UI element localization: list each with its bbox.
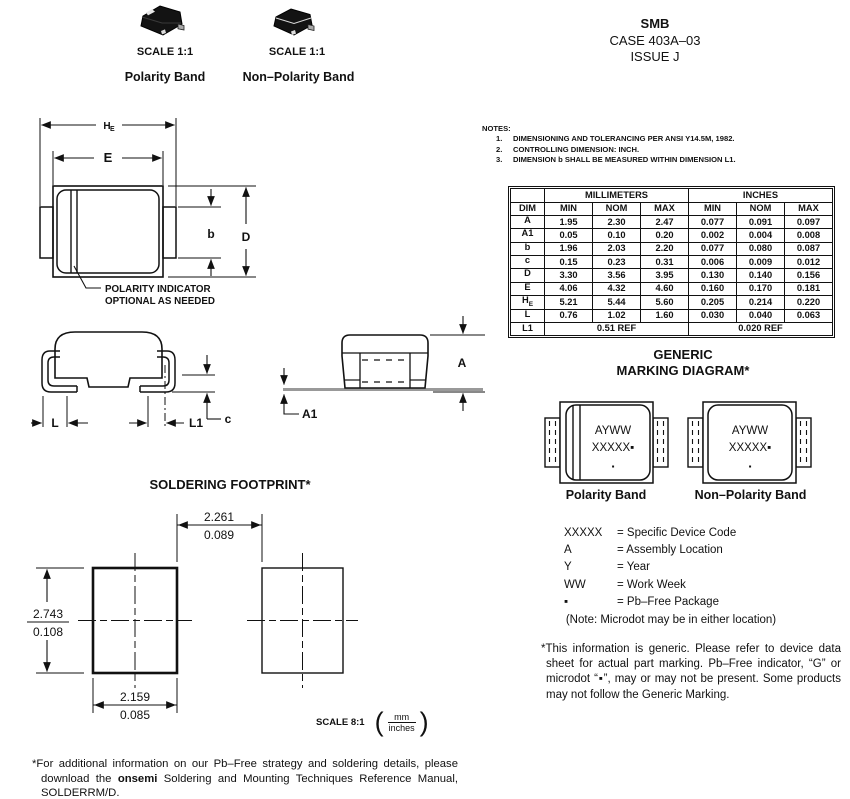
table-row: $H_E$ 5.21 5.44 5.60 0.205 0.214 0.220 bbox=[511, 296, 833, 309]
dim-label-e: E bbox=[103, 150, 113, 165]
table-row-ref: L1 0.51 REF 0.020 REF bbox=[511, 322, 833, 335]
gap-dim-mm: 2.261 bbox=[203, 510, 235, 524]
case-number: CASE 403A–03 bbox=[609, 32, 701, 48]
pkg2-right-lead bbox=[796, 418, 811, 467]
top-view-drawing bbox=[30, 108, 300, 320]
package-photo-polarity bbox=[137, 4, 187, 37]
case-name: SMB bbox=[640, 16, 670, 31]
pkg1-marking-line2: XXXXX▪ bbox=[591, 442, 635, 454]
left-lead-tab bbox=[40, 207, 53, 258]
scale-8-1-label: SCALE 8:1 bbox=[316, 717, 365, 728]
height-dim-in: 0.108 bbox=[32, 625, 64, 639]
pkg2-marking-line1: AYWW bbox=[731, 425, 769, 437]
table-group-header: MILLIMETERS INCHES bbox=[511, 189, 833, 203]
close-paren: ) bbox=[419, 707, 429, 737]
pkg2-marking-line2: XXXXX▪ bbox=[728, 442, 772, 454]
legend-row: ▪ = Pb–Free Package bbox=[564, 595, 719, 608]
table-row: c 0.15 0.23 0.31 0.006 0.009 0.012 bbox=[511, 256, 833, 269]
pkg2-microdot: ▪ bbox=[748, 462, 752, 471]
left-lead-inner bbox=[48, 357, 77, 386]
polarity-note-line2: OPTIONAL AS NEEDED bbox=[105, 296, 215, 307]
dim-label-a1: A1 bbox=[302, 407, 318, 421]
marking-non-polarity-caption: Non–Polarity Band bbox=[694, 488, 807, 502]
dim-label-b: b bbox=[207, 227, 215, 241]
table-row: A 1.95 2.30 2.47 0.077 0.091 0.097 bbox=[511, 216, 833, 229]
package-photo-non-polarity bbox=[271, 7, 317, 37]
issue: ISSUE J bbox=[630, 49, 680, 64]
scale-label-non-polarity: SCALE 1:1 bbox=[268, 46, 326, 58]
note-3: 3. DIMENSION b SHALL BE MEASURED WITHIN DIMENSION L1. bbox=[496, 155, 736, 165]
table-row: A1 0.05 0.10 0.20 0.002 0.004 0.008 bbox=[511, 229, 833, 242]
title-block bbox=[530, 16, 780, 66]
table-row: D 3.30 3.56 3.95 0.130 0.140 0.156 bbox=[511, 269, 833, 282]
pkg1-right-lead bbox=[653, 418, 668, 467]
pkg2-left-lead bbox=[688, 418, 703, 467]
package-body-inner bbox=[57, 190, 159, 273]
marking-polarity-caption: Polarity Band bbox=[565, 488, 647, 502]
marking-diagram-title: GENERIC MARKING DIAGRAM* bbox=[616, 347, 750, 378]
dim-label-c: c bbox=[224, 412, 232, 426]
dim-label-d: D bbox=[241, 230, 251, 244]
legend-row: WW = Work Week bbox=[564, 578, 686, 591]
marking-legend bbox=[564, 525, 736, 611]
table-column-header: DIM MIN NOM MAX MIN NOM MAX bbox=[511, 202, 833, 216]
side-body-outline bbox=[55, 332, 162, 387]
marking-diagram-drawing bbox=[520, 385, 832, 490]
pkg1-marking-line1: AYWW bbox=[594, 425, 632, 437]
width-dim-in: 0.085 bbox=[119, 708, 151, 722]
dimension-table bbox=[508, 186, 835, 338]
non-polarity-band-caption: Non–Polarity Band bbox=[242, 70, 355, 84]
note-2: 2. CONTROLLING DIMENSION: INCH. bbox=[496, 144, 640, 154]
pb-free-footnote: *For additional information on our Pb–Free strategy and soldering details, please download the onsemi Soldering and Mounting Techniques Reference Manual, SOLDERRM/D. bbox=[32, 758, 458, 799]
dim-label-a: A bbox=[457, 356, 467, 370]
polarity-band-caption: Polarity Band bbox=[124, 70, 206, 84]
legend-row: A = Assembly Location bbox=[564, 544, 723, 557]
table-row: L 0.76 1.02 1.60 0.030 0.040 0.063 bbox=[511, 309, 833, 322]
gap-dim-in: 0.089 bbox=[203, 528, 235, 542]
table-row: E 4.06 4.32 4.60 0.160 0.170 0.181 bbox=[511, 282, 833, 295]
width-dim-mm: 2.159 bbox=[119, 690, 151, 704]
soldering-footprint-title: SOLDERING FOOTPRINT* bbox=[149, 477, 311, 492]
polarity-note-line1: POLARITY INDICATOR bbox=[105, 284, 211, 295]
notes-heading: NOTES: bbox=[482, 124, 511, 133]
table-row: b 1.96 2.03 2.20 0.077 0.080 0.087 bbox=[511, 242, 833, 255]
package-body-outline bbox=[53, 186, 163, 277]
notes bbox=[482, 124, 842, 166]
legend-row: Y = Year bbox=[564, 561, 650, 574]
scale-label-polarity: SCALE 1:1 bbox=[136, 46, 194, 58]
right-lead-tab bbox=[163, 207, 176, 258]
note-1: 1. DIMENSIONING AND TOLERANCING PER ANSI Y14.5M, 1982. bbox=[496, 134, 735, 144]
dim-label-he: H bbox=[103, 121, 111, 132]
brand-onsemi: onsemi bbox=[117, 772, 158, 785]
generic-marking-disclaimer: *This information is generic. Please refer to device data sheet for actual part marking. Pb–Free indicator, “G” or microdot “▪”, may or may not be present. Some products may not follow the Generic Marking. bbox=[541, 643, 841, 701]
open-paren: ( bbox=[374, 707, 384, 737]
units-fraction: $\frac{mm}{\text{inches}}$ bbox=[388, 712, 415, 733]
soldering-footprint-drawing bbox=[20, 492, 460, 742]
legend-row: XXXXX = Specific Device Code bbox=[564, 527, 737, 539]
side-view-drawing bbox=[30, 310, 490, 438]
dim-label-he-sub: E bbox=[110, 126, 115, 133]
height-dim-mm: 2.743 bbox=[32, 607, 64, 621]
pkg1-left-lead bbox=[545, 418, 560, 467]
footprint-scale bbox=[316, 709, 429, 736]
dim-label-l: L bbox=[51, 416, 59, 430]
microdot-note: (Note: Microdot may be in either location) bbox=[565, 614, 777, 626]
pkg1-microdot: ▪ bbox=[611, 462, 615, 471]
dim-label-l1: L1 bbox=[188, 416, 204, 430]
